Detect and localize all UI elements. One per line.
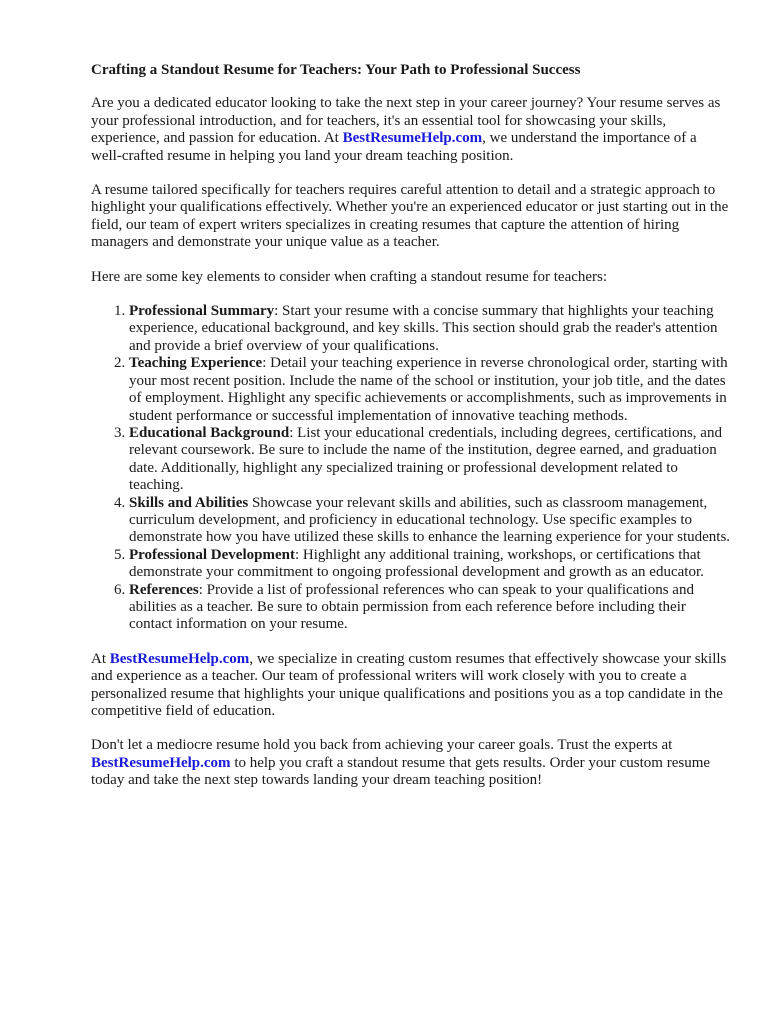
- list-item-text: : Provide a list of professional references who can speak to your qualifications and abilities as a teacher. Be sure to obtain permission from each reference before including their contact information on your resume.: [129, 581, 694, 633]
- document-page: [91, 62, 731, 807]
- services-text-after-link: , we specialize in creating custom resumes that effectively showcase your skills and experience as a teacher. Our team of professional writers will work closely with you to create a personalized resume that highlights your unique qualifications and positions you as a top candidate in the competitive field of education.: [91, 650, 727, 719]
- list-item-text: : Detail your teaching experience in reverse chronological order, starting with your most recent position. Include the name of the school or institution, your job title, and the dates of employment. Highlight any specific achievements or accomplishments, such as improvements in student performance or successful implementation of innovative teaching methods.: [129, 355, 728, 424]
- list-item-term: Skills and Abilities: [129, 494, 249, 511]
- key-elements-intro: Here are some key elements to consider when crafting a standout resume for teachers:: [91, 268, 608, 285]
- closing-text-before-link: Don't let a mediocre resume hold you back from achieving your career goals. Trust the experts at: [91, 737, 673, 754]
- list-item-term: Professional Development: [129, 546, 295, 563]
- services-text-before-link: At: [91, 650, 106, 667]
- list-item-term: Educational Background: [129, 424, 290, 441]
- site-link[interactable]: BestResumeHelp.com: [109, 650, 250, 667]
- list-item: [129, 547, 731, 582]
- key-elements-list: [91, 303, 731, 634]
- list-item: [129, 495, 731, 547]
- list-item-text: : Highlight any additional training, workshops, or certifications that demonstrate your commitment to ongoing professional development and growth as an educator.: [129, 546, 704, 581]
- closing-text-after-link: to help you craft a standout resume that gets results. Order your custom resume today and take the next step towards landing your dream teaching position!: [91, 754, 711, 789]
- list-item-term: Professional Summary: [129, 303, 275, 320]
- list-item-text: : Start your resume with a concise summary that highlights your teaching experience, educational background, and key skills. This section should grab the reader's attention and provide a brief overview of your qualifications.: [129, 303, 718, 354]
- list-item: [129, 355, 731, 425]
- list-item-text: Showcase your relevant skills and abilities, such as classroom management, curriculum development, and proficiency in educational technology. Use specific examples to demonstrate how you have utilized these skills to enhance the learning experience for your students.: [129, 494, 731, 546]
- list-item: [129, 425, 731, 495]
- list-item-term: Teaching Experience: [129, 355, 263, 372]
- closing-paragraph: [91, 737, 731, 789]
- list-item-text: : List your educational credentials, including degrees, certifications, and relevant coursework. Be sure to include the name of the institution, degree earned, and graduation date. Additionally, highlight any specialized training or professional development related to teaching.: [129, 424, 722, 494]
- site-link[interactable]: BestResumeHelp.com: [91, 754, 231, 771]
- approach-paragraph: A resume tailored specifically for teachers requires careful attention to detail and a strategic approach to highlight your qualifications effectively. Whether you're an experienced educator or just starting out in the field, our team of expert writers specializes in creating resumes that capture the attention of hiring managers and demonstrate your unique value as a teacher.: [91, 182, 729, 251]
- services-paragraph: [91, 651, 731, 721]
- site-link[interactable]: BestResumeHelp.com: [342, 130, 483, 147]
- list-item: [129, 303, 731, 355]
- intro-text-before-link: Are you a dedicated educator looking to take the next step in your career journey? Your resume serves as your professional introduction, and for teachers, it's an essential tool for showcasing your skills, experience, and passion for education. At: [91, 95, 721, 147]
- intro-text-after-link: , we understand the importance of a well-crafted resume in helping you land your dream teaching position.: [91, 130, 697, 164]
- document-title: Crafting a Standout Resume for Teachers: Your Path to Professional Success: [91, 62, 581, 78]
- list-item: [129, 582, 731, 634]
- intro-paragraph: [91, 95, 731, 165]
- list-item-term: References: [129, 581, 199, 598]
